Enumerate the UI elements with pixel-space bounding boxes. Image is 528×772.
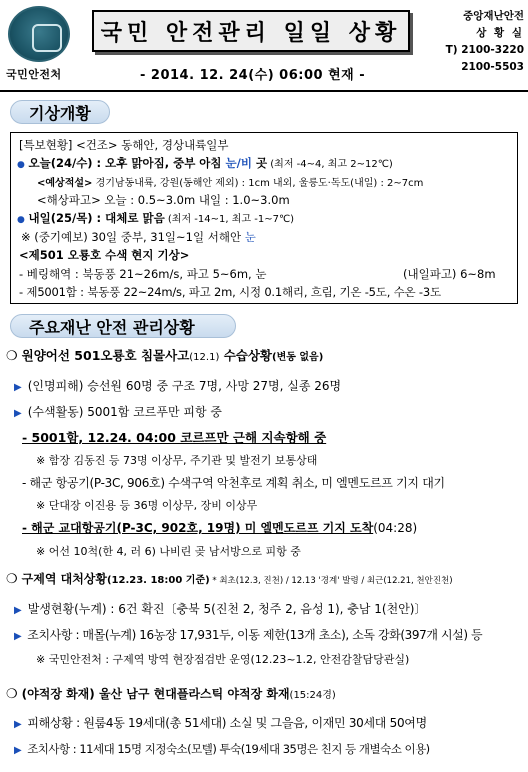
disaster-item-3-title bbox=[6, 685, 336, 702]
disaster-1-status: 수습상황 bbox=[219, 348, 273, 363]
weather-ship-line: - 제5001함 : 북동풍 22~24m/s, 파고 2m, 시정 0.1해리, 흐림, 기온 -5도, 수온 -3도 bbox=[19, 285, 441, 299]
disaster-1-ship-note: ※ 함장 김동진 등 73명 이상무, 주기관 및 발전기 보통상태 bbox=[36, 454, 318, 467]
disaster-1-aircraft-note: ※ 단대장 이진용 등 36명 이상무, 장비 이상무 bbox=[36, 499, 258, 512]
disaster-2-actions bbox=[14, 626, 482, 643]
weather-tomorrow-text: 내일(25/목) : 대체로 맑음 bbox=[28, 211, 165, 225]
org-office: 상 황 실 bbox=[476, 27, 524, 39]
disaster-2-date: (12.23. 18:00 기준) bbox=[106, 575, 210, 586]
disaster-3-actions bbox=[14, 741, 430, 757]
bullet-dot-icon: ● bbox=[17, 160, 25, 170]
weather-wave-text: <해상파고> 오늘 : 0.5~3.0m 내일 : 1.0~3.0m bbox=[37, 193, 290, 207]
org-phone-1: T) 2100-3220 bbox=[445, 44, 524, 56]
section-weather-title: 기상개황 bbox=[10, 100, 110, 124]
emblem-inner-shape bbox=[32, 24, 62, 52]
logo-label: 국민안전처 bbox=[6, 68, 62, 81]
org-phone-2: 2100-5503 bbox=[461, 61, 524, 73]
org-name: 중앙재난안전 bbox=[463, 10, 524, 22]
weather-bering-next-wave: (내일파고) 6~8m bbox=[403, 267, 496, 281]
weather-midterm-text: ※ (중기예보) 30일 중부, 31일~1일 서해안 bbox=[21, 230, 245, 244]
disaster-1-fishing-note: ※ 어선 10척(한 4, 러 6) 나비린 곶 남서방으로 피항 중 bbox=[36, 545, 301, 558]
weather-today-highlight: 눈/비 bbox=[225, 156, 252, 170]
casualties-text: (인명피해) 승선원 60명 중 구조 7명, 사망 27명, 실종 26명 bbox=[27, 379, 342, 393]
disaster-3-time: (15:24경) bbox=[289, 690, 336, 701]
fire-actions-text: 조치사항 : 11세대 15명 지정숙소(모텔) 투숙(19세대 35명은 친지 등 개별숙소 이용) bbox=[27, 742, 430, 756]
relief-aircraft-text: - 해군 교대항공기(P-3C, 902호, 19명) 미 엘멘도르프 기지 도착 bbox=[22, 521, 374, 535]
title-box bbox=[92, 10, 410, 52]
weather-tomorrow-temps: (최저 -14~1, 최고 -1~7℃) bbox=[164, 214, 295, 225]
triangle-bullet-icon: ▶ bbox=[14, 745, 22, 756]
weather-snow-text: 경기남동내륙, 강원(동해안 제외) : 1cm 내외, 울릉도·독도(내일) : 2~7cm bbox=[92, 178, 424, 189]
weather-today-text: 오늘(24/수) : 오후 맑아짐, 중부 아침 bbox=[28, 156, 226, 170]
disaster-item-1-title bbox=[6, 346, 323, 364]
triangle-bullet-icon: ▶ bbox=[14, 382, 22, 393]
page-title: 국민 안전관리 일일 상황 bbox=[100, 20, 402, 46]
report-date: - 2014. 12. 24(수) 06:00 현재 - bbox=[140, 68, 366, 83]
circle-bullet-icon: ❍ bbox=[6, 687, 18, 702]
triangle-bullet-icon: ▶ bbox=[14, 719, 22, 730]
disaster-2-outbreak bbox=[14, 600, 426, 617]
weather-warning-text: [특보현황] <건조> 동해안, 경상내륙일부 bbox=[19, 138, 229, 152]
government-emblem-icon bbox=[8, 6, 70, 62]
weather-snow-label: <예상적설> bbox=[37, 178, 93, 189]
header-divider bbox=[0, 90, 528, 92]
weather-midterm-line bbox=[21, 229, 256, 245]
disaster-1-search bbox=[14, 403, 222, 420]
disaster-1-name: 원양어선 501오룡호 침몰사고 bbox=[21, 348, 190, 363]
disaster-3-name: (야적장 화재) 울산 남구 현대플라스틱 야적장 화재 bbox=[21, 687, 290, 701]
disaster-1-note: (변동 없음) bbox=[272, 352, 324, 363]
triangle-bullet-icon: ▶ bbox=[14, 605, 22, 616]
disaster-1-aircraft: - 해군 항공기(P-3C, 906호) 수색구역 악천후로 계획 취소, 미 엘멘도르프 기지 대기 bbox=[22, 476, 445, 490]
bullet-dot-icon: ● bbox=[17, 215, 25, 225]
disaster-2-agency-note: ※ 국민안전처 : 구제역 방역 현장점검반 운영(12.23~1.2, 안전감찰담당관실) bbox=[36, 653, 410, 666]
weather-wave-line bbox=[37, 192, 290, 208]
document-header bbox=[0, 0, 528, 92]
disaster-1-casualties bbox=[14, 377, 341, 394]
weather-site-title: <제501 오룡호 수색 현지 기상> bbox=[19, 248, 190, 262]
damage-text: 피해상황 : 원룸4동 19세대(총 51세대) 소실 및 그을음, 이재민 30세대 50여명 bbox=[27, 716, 427, 730]
weather-tomorrow-line bbox=[17, 210, 294, 226]
weather-snow-line bbox=[37, 174, 423, 189]
weather-bering-text: - 베링해역 : 북동풍 21~26m/s, 파고 5~6m, 눈 bbox=[19, 267, 267, 281]
disaster-item-2-title bbox=[6, 570, 453, 587]
weather-today-line bbox=[17, 155, 393, 171]
relief-aircraft-time: (04:28) bbox=[373, 521, 418, 535]
weather-today-end: 곳 bbox=[251, 156, 268, 170]
circle-bullet-icon: ❍ bbox=[6, 572, 18, 587]
disaster-3-damage bbox=[14, 714, 427, 731]
triangle-bullet-icon: ▶ bbox=[14, 631, 22, 642]
org-contact bbox=[420, 8, 524, 76]
outbreak-text: 발생현황(누계) : 6건 확진〔충북 5(진천 2, 청주 2, 음성 1), 충남 1(천안)〕 bbox=[27, 602, 427, 616]
search-text: (수색활동) 5001함 코르푸만 피항 중 bbox=[27, 405, 222, 419]
weather-warning-line bbox=[19, 137, 229, 153]
weather-bering-line bbox=[19, 266, 266, 282]
disaster-1-ship-status: - 5001함, 12.24. 04:00 코르프만 근해 지속항해 중 bbox=[22, 430, 327, 445]
weather-midterm-snow: 눈 bbox=[244, 230, 256, 244]
disaster-1-relief-aircraft bbox=[22, 519, 417, 536]
disaster-2-note: * 최초(12.3, 진천) / 12.13 '경계' 발령 / 최근(12.21, 천안진천) bbox=[209, 576, 453, 586]
weather-today-temps: (최저 -4~4, 최고 2~12℃) bbox=[267, 159, 393, 170]
triangle-bullet-icon: ▶ bbox=[14, 408, 22, 419]
circle-bullet-icon: ❍ bbox=[6, 349, 18, 364]
actions-text: 조치사항 : 매몰(누계) 16농장 17,931두, 이동 제한(13개 초소), 소독 강화(397개 시설) 등 bbox=[27, 628, 483, 642]
section-disaster-title: 주요재난 안전 관리상황 bbox=[10, 314, 236, 338]
weather-box bbox=[10, 132, 518, 304]
disaster-1-date: (12.1) bbox=[189, 352, 220, 363]
disaster-2-name: 구제역 대처상황 bbox=[21, 572, 107, 586]
